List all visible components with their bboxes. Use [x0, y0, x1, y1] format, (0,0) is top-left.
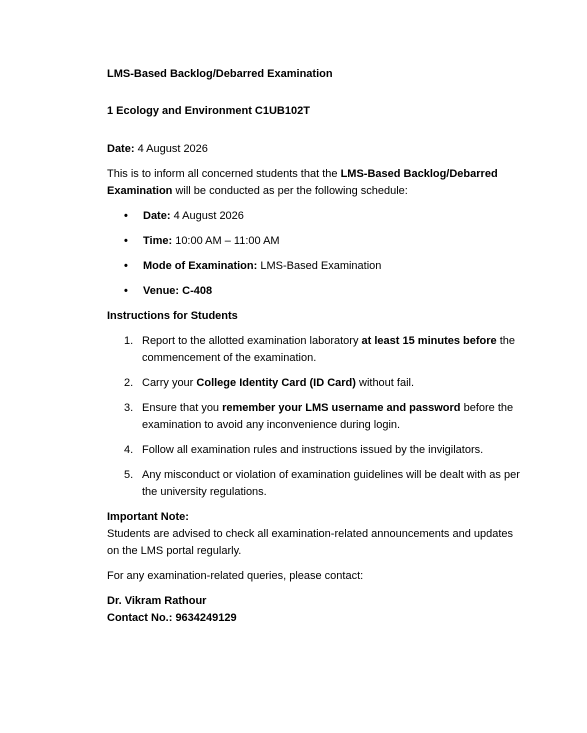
schedule-value: 4 August 2026 — [170, 210, 244, 222]
schedule-value: LMS-Based Examination — [257, 260, 382, 272]
instruction-item-1 — [124, 333, 524, 367]
schedule-item-date — [124, 209, 244, 224]
intro-text: This is to inform all concerned students that the — [107, 168, 341, 180]
instruction-text: Report to the allotted examination laboratory at least 15 minutes before the commencement of the examination. — [142, 335, 515, 364]
intro-bold: Examination — [107, 185, 173, 197]
important-line-1: Students are advised to check all examination-related announcements and updates — [107, 528, 514, 540]
bullet-icon: • — [124, 235, 128, 247]
important-line-2: on the LMS portal regularly. — [107, 545, 242, 557]
instruction-number: 5. — [124, 469, 134, 481]
bullet-icon: • — [124, 285, 128, 297]
schedule-label: Mode of Examination: — [143, 260, 258, 272]
instruction-item-4 — [124, 442, 524, 459]
schedule-item-mode — [124, 259, 381, 274]
course-line: 1 Ecology and Environment C1UB102T — [107, 105, 310, 117]
instruction-item-3 — [124, 400, 524, 434]
intro-line-2 — [107, 184, 408, 199]
instruction-text: Follow all examination rules and instructions issued by the invigilators. — [142, 444, 484, 456]
instruction-number: 2. — [124, 377, 134, 389]
contact-name: Dr. Vikram Rathour — [107, 595, 207, 607]
contact-intro: For any examination-related queries, please contact: — [107, 570, 364, 582]
schedule-value: 10:00 AM – 11:00 AM — [172, 235, 280, 247]
intro-line-1 — [107, 167, 498, 182]
schedule-label: Venue: C-408 — [143, 285, 213, 297]
instructions-heading: Instructions for Students — [107, 310, 238, 322]
schedule-label: Date: — [143, 210, 171, 222]
bullet-icon: • — [124, 260, 128, 272]
instruction-text: Ensure that you remember your LMS username and password before the examination to avoid any inconvenience during login. — [142, 402, 514, 431]
schedule-label: Time: — [143, 235, 173, 247]
date-label: Date: — [107, 143, 135, 155]
notice-date — [107, 142, 208, 157]
instruction-text: Any misconduct or violation of examination guidelines will be dealt with as per the university regulations. — [142, 469, 520, 498]
intro-bold: LMS-Based Backlog/Debarred — [340, 168, 498, 180]
date-value: 4 August 2026 — [134, 143, 208, 155]
schedule-item-venue — [124, 284, 212, 299]
notice-title: LMS-Based Backlog/Debarred Examination — [107, 68, 333, 80]
bullet-icon: • — [124, 210, 128, 222]
instruction-item-5 — [124, 467, 524, 501]
instruction-number: 4. — [124, 444, 134, 456]
intro-text: will be conducted as per the following schedule: — [172, 185, 408, 197]
schedule-item-time — [124, 234, 280, 249]
contact-number: Contact No.: 9634249129 — [107, 612, 237, 624]
instruction-number: 1. — [124, 335, 134, 347]
instruction-text: Carry your College Identity Card (ID Card) without fail. — [142, 377, 415, 389]
instruction-number: 3. — [124, 402, 134, 414]
instruction-item-2 — [124, 375, 524, 392]
important-heading: Important Note: — [107, 511, 189, 523]
